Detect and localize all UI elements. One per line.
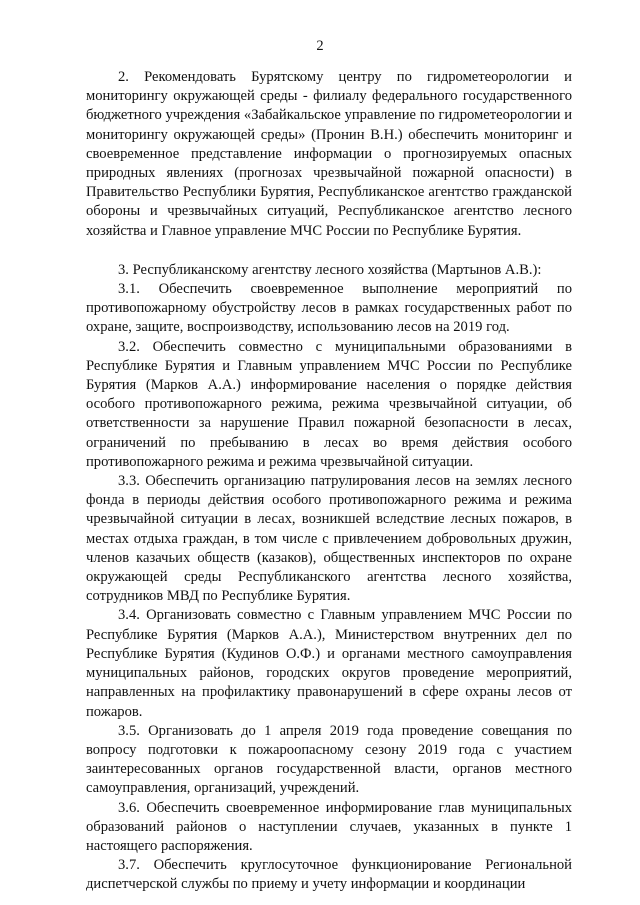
paragraph-2: 2. Рекомендовать Бурятскому центру по гидрометеорологии и мониторингу окружающей среды - филиалу федерального государственного бюджетного учреждения «Забайкальское управление по гидрометеорологии и мониторингу окружающей среды» (Пронин В.Н.) обеспечить мониторинг и своевременное представление информации о прогнозируемых опасных природных явлениях (прогнозах чрезвычайной пожарной опасности) в Правительство Республики Бурятия, Республиканское агентство гражданской обороны и чрезвычайных ситуаций, Республиканское агентство лесного хозяйства и Главное управление МЧС России по Республике Бурятия. <box>86 69 572 239</box>
paragraph-3-4: 3.4. Организовать совместно с Главным управлением МЧС России по Республике Бурятия (Марков А.А.), Министерством внутренних дел по Республике Бурятия (Кудинов О.Ф.) и органами местного самоуправления муниципальных районов, городских округов проведение мероприятий, направленных на профилактику правонарушений в сфере охраны лесов от пожаров. <box>86 607 572 720</box>
paragraph-3: 3. Республиканскому агентству лесного хозяйства (Мартынов А.В.): <box>118 261 542 278</box>
paragraph-3-1: 3.1. Обеспечить своевременное выполнение мероприятий по противопожарному обустройству лесов в рамках государственных работ по охране, защите, воспроизводству, использованию лесов на 2019 год. <box>86 281 572 336</box>
paragraph-3-6: 3.6. Обеспечить своевременное информирование глав муниципальных образований районов о наступлении случаев, указанных в пункте 1 настоящего распоряжения. <box>86 799 572 854</box>
paragraph-3-7: 3.7. Обеспечить круглосуточное функционирование Региональной диспетчерской службы по приему и учету информации и координации <box>86 857 572 893</box>
paragraph-3-3: 3.3. Обеспечить организацию патрулирования лесов на землях лесного фонда в периоды действия особого противопожарного режима и режима чрезвычайной ситуации в лесах, возникшей вследствие лесных пожаров, в местах отдыха граждан, в том числе с привлечением добровольных дружин, членов казачьих обществ (казаков), общественных инспекторов по охране окружающей среды Республиканского агентства лесного хозяйства, сотрудников МВД по Республике Бурятия. <box>86 473 572 605</box>
paragraph-3-5: 3.5. Организовать до 1 апреля 2019 года проведение совещания по вопросу подготовки к пожароопасному сезону 2019 года с участием заинтересованных органов государственной власти, органов местного самоуправления, организаций, учреждений. <box>86 722 572 797</box>
page-number: 2 <box>316 38 324 54</box>
paragraph-3-2: 3.2. Обеспечить совместно с муниципальными образованиями в Республике Бурятия и Главным управлением МЧС России по Республике Бурятия (Марков А.А.) информирование населения о порядке действия особого противопожарного режима, режима чрезвычайной ситуации, об ответственности за нарушение Правил пожарной безопасности в лесах, ограничений по пребыванию в лесах во время действия особого противопожарного режима и режима чрезвычайной ситуации. <box>86 338 572 470</box>
document-body <box>86 68 572 895</box>
